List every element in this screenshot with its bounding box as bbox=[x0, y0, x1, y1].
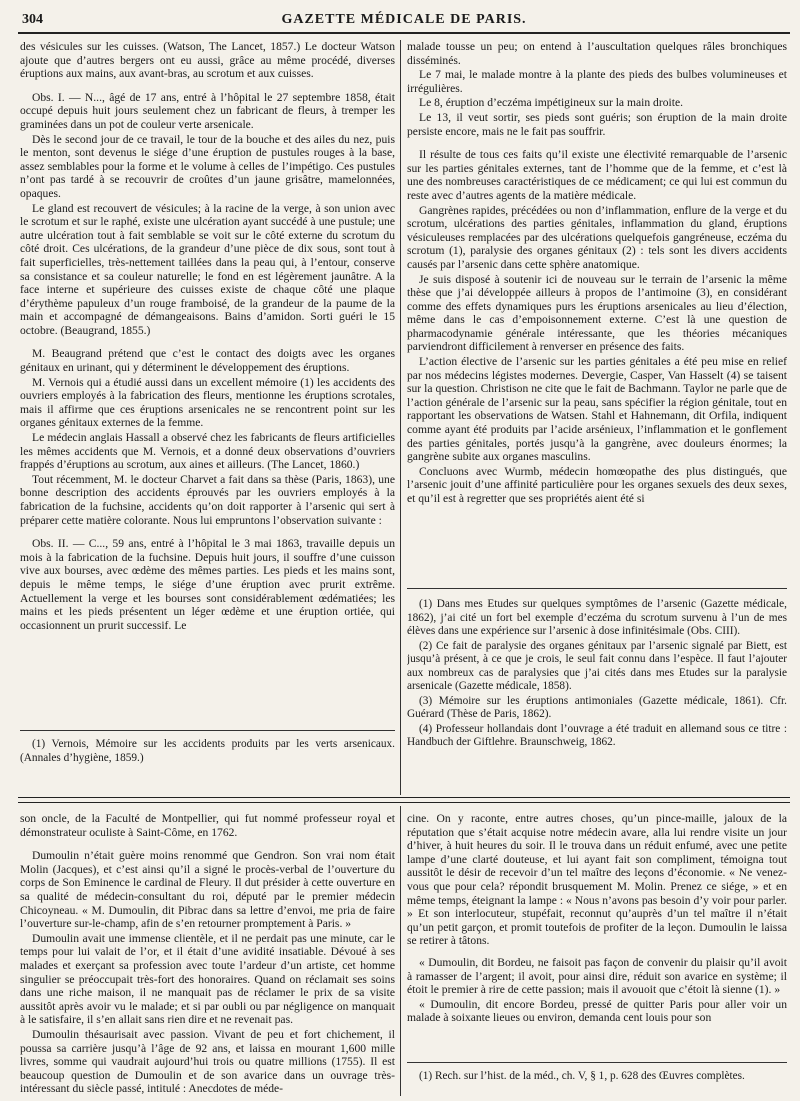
paragraph: Je suis disposé à soutenir ici de nouveau sur le terrain de l’arsenic la même thèse que j’ai développée ailleurs à propos de l’antimoine (3), en considérant comme des effets dynamiques purs les éruptions arsenicales au lieu d’élection, même dans le cas d’empoisonnement externe. C’est là une question de pharmacodynamie générale intéressante, que les théories mécaniques parviendront difficilement à renverser en présence des faits. bbox=[407, 272, 787, 354]
column-right-top bbox=[407, 40, 787, 580]
quote-paragraph: « Dumoulin, dit Bordeu, ne faisoit pas façon de convenir du plaisir qu’il avoit à ramasser de l’argent; il avoit, pour ainsi dire, réduit son avarice en système; il étoit le premier à rire de cette passion; mais il avouoit que c’étoit là sienne (1). » bbox=[407, 955, 787, 997]
footnote-divider bbox=[407, 588, 787, 589]
paragraph: malade tousse un peu; on entend à l’auscultation quelques râles bronchiques disséminés. bbox=[407, 40, 787, 67]
paragraph: M. Beaugrand prétend que c’est le contact des doigts avec les organes génitaux en urinant, qui y déterminent le développement des éruptions. bbox=[20, 347, 395, 375]
paragraph: L’action élective de l’arsenic sur les parties génitales a été peu mise en relief par nos médecins légistes modernes. Devergie, Casper, Van Hasselt (4) se taisent sur la question. Christison ne cite que le fait de Bachmann. Taylor ne parle que de l’action générale de l’arsenic sur la peau, sans spécifier la région génitale, tout en rapportant les observations de Watsen. Stahl et Hahnemann, dit Orfila, indiquent comme ayant été produits par l’acide arsénieux, l’inflammation et le gonflement des parties génitales, portés jusqu’à la gangrène, avec douleurs énormes; la gangrène subite aux organes masculins. bbox=[407, 355, 787, 464]
footnote: (4) Professeur hollandais dont l’ouvrage a été traduit en allemand sous ce titre : Handbuch der Giftlehre. Braunschweig, 1862. bbox=[407, 722, 787, 748]
paragraph: Dumoulin n’était guère moins renommé que Gendron. Son vrai nom était Molin (Jacques), et c’est ainsi qu’il a signé le procès-verbal de l’ouverture du corps de Son Eminence le cardinal de Fleury. Il dut présider à cette ouverture en sa qualité de médecin-consultant du roi, député par le premier médecin Chicoyneau. « M. Dumoulin, dit Pibrac dans sa lettre d’envoi, me pria de faire l’ouverture sur-le-champ, afin de s’en retourner promptement à Paris. » bbox=[20, 849, 395, 931]
paragraph: Le gland est recouvert de vésicules; à la racine de la verge, à son union avec le scrotum et sur le raphé, existe une ulcération ayant succédé à une pustule; une autre ulcération tout à fait semblable se voit sur le côté externe du scrotum du côté droit. Ces ulcérations, de la grandeur d’une pièce de dix sous, sont tout à fait superficielles, très-nettement taillées dans la peau qui, à l’entour, conserve sa consistance et sa couleur naturelle; le fond en est légèrement jaunâtre. A la face interne et supérieure des cuisses existe de chaque côté une plaque d’érythème papuleux d’un rouge framboisé, de la grandeur de la paume de la main et accompagné de démangeaisons. Bains d’amidon. Sorti guéri le 15 octobre. (Beaugrand, 1855.) bbox=[20, 201, 395, 337]
paragraph: Tout récemment, M. le docteur Charvet a fait dans sa thèse (Paris, 1863), une bonne description des accidents éprouvés par les ouvriers employés à la fabrication de la fuchsine, accidents qu’on doit rapporter à l’arsenic qui sert à préparer cette matière colorante. Nous lui empruntons l’observation suivante : bbox=[20, 472, 395, 527]
page-number: 304 bbox=[22, 12, 43, 27]
footnotes-right bbox=[407, 598, 787, 790]
paragraph: Concluons avec Wurmb, médecin homœopathe des plus distingués, que l’arsenic jouit d’une affinité particulière pour les organes sexuels des deux sexes, et qu’il est à regretter que ses propriétés aient été si bbox=[407, 464, 787, 505]
footnote-bottom bbox=[407, 1070, 787, 1100]
page-header bbox=[18, 10, 790, 34]
paragraph: Dumoulin avait une immense clientèle, et il ne perdait pas une minute, car le temps pour lui valait de l’or, et il était d’une avidité insatiable. Dévoué à ses malades et exerçant sa profession avec toute l’ardeur d’un artiste, cet homme singulier se préoccupait très-fort des honoraires. Quand on réclamait ses soins dans une riche maison, il ne manquait pas de réclamer le prix de sa visite aussitôt après avoir vu le malade; et si par oubli ou par négligence on manquait à le satisfaire, il s’en allait sans rien dire et ne revenait pas. bbox=[20, 931, 395, 1027]
quote-paragraph: « Dumoulin, dit encore Bordeu, pressé de quitter Paris pour aller voir un malade à soixante lieues ou environ, demanda cent louis pour son bbox=[407, 997, 787, 1025]
footnote: (1) Rech. sur l’hist. de la méd., ch. V, § 1, p. 628 des Œuvres complètes. bbox=[419, 1070, 745, 1082]
paragraph: Gangrènes rapides, précédées ou non d’inflammation, enflure de la verge et du scrotum, ulcérations des parties génitales, inflammation du gland, éruptions vésiculeuses remplacées par des ulcérations quelquefois gangréneuse, eczéma du scrotum (1), paralysie des organes génitaux (2) : tels sont les divers accidents causés par l’arsenic dans cette sphère anatomique. bbox=[407, 203, 787, 271]
footnote-divider bbox=[20, 730, 395, 731]
footnote: (2) Ce fait de paralysie des organes génitaux par l’arsenic signalé par Biett, est jusqu’à présent, à ce que je crois, le seul fait connu dans l’espèce. Il faut l’ajouter aux nombreux cas de paralysies que j’ai cités dans mes Etudes sur la paralysie arsenicale (Gazette médicale, 1858). bbox=[407, 639, 787, 692]
paragraph: Le 8, éruption d’eczéma impétigineux sur la main droite. bbox=[419, 96, 683, 110]
column-rule bbox=[400, 806, 401, 1096]
footnote-divider bbox=[407, 1062, 787, 1063]
paragraph: Il résulte de tous ces faits qu’il existe une électivité remarquable de l’arsenic sur les parties génitales externes, tant de l’homme que de la femme, et c’est là une des nombreuses caractéristiques de ce médicament; ce qui lui est commun du reste avec d’autres agents de la matière médicale. bbox=[407, 148, 787, 202]
column-rule bbox=[400, 40, 401, 795]
column-right-bottom bbox=[407, 812, 787, 1052]
column-left-bottom bbox=[20, 812, 395, 1097]
footnote-left bbox=[20, 738, 395, 788]
paragraph: des vésicules sur les cuisses. (Watson, The Lancet, 1857.) Le docteur Watson ajoute que d’autres bergers ont eu aussi, grâce au même procédé, diverses éruptions aux mains, aux avant-bras, au scrotum et aux cuisses. bbox=[20, 40, 395, 81]
paragraph: Le 7 mai, le malade montre à la plante des pieds des bulbes volumineuses et irrégulières. bbox=[407, 68, 787, 95]
paragraph: Dumoulin thésaurisait avec passion. Vivant de peu et fort chichement, il poussa sa carrière jusqu’à l’âge de 92 ans, et laissa en mourant 1,600 mille livres, somme qui vaudrait aujourd’hui trois ou quatre millions (1755). Il est beaucoup question de Dumoulin et de son avarice dans un ouvrage très-intéressant du siècle passé, intitulé : Anecdotes de méde- bbox=[20, 1027, 395, 1096]
footnote: (1) Dans mes Etudes sur quelques symptômes de l’arsenic (Gazette médicale, 1862), j’ai cité un fort bel exemple d’eczéma du scrotum survenu à l’un de mes élèves dans une expérience sur l’arsenic à dose infinitésimale (Obs. CIII). bbox=[407, 598, 787, 637]
paragraph: Dès le second jour de ce travail, le tour de la bouche et des ailes du nez, puis le menton, sont devenus le siége d’une éruption de pustules rouges à la base, assez semblables pour la forme et le volume à celles de l’impétigo. Ces pustules n’ont pas tardé à se recouvrir de croûtes d’un jaune grisâtre, mamelonnées, opaques. bbox=[20, 132, 395, 200]
column-left-top bbox=[20, 40, 395, 705]
footnote: (1) Vernois, Mémoire sur les accidents produits par les verts arsenicaux. (Annales d’hygiène, 1859.) bbox=[20, 738, 395, 764]
section-divider bbox=[18, 797, 790, 803]
observation-paragraph: Obs. II. — C..., 59 ans, entré à l’hôpital le 3 mai 1863, travaille depuis un mois à la fabrication de la fuchsine. Depuis huit jours, il souffre d’une cuisson vive aux bourses, avec œdème des mêmes parties. Les pieds et les mains sont, depuis le même temps, le siége d’une éruption avec prurit extrême. Actuellement la verge et les bourses sont considérablement œdématiées; les mains et les pieds présentent un léger œdème et une éruption ortiée, qui occasionnent un prurit successif. Le bbox=[20, 537, 395, 632]
paragraph: M. Vernois qui a étudié aussi dans un excellent mémoire (1) les accidents des ouvriers employés à la fabrication des fleurs, mentionne les éruptions scrotales, mais il affirme que ces éruptions arsenicales ne se rencontrent point sur les organes génitaux externes de la femme. bbox=[20, 375, 395, 430]
observation-paragraph: Obs. I. — N..., âgé de 17 ans, entré à l’hôpital le 27 septembre 1858, était occupé depuis huit jours seulement chez un fabricant de fleurs, à tremper les graminées dans un pot de couleur verte arsenicale. bbox=[20, 90, 395, 131]
paragraph: cine. On y raconte, entre autres choses, qu’un pince-maille, jaloux de la réputation que s’était acquise notre médecin avare, alla lui rendre visite un jour d’hiver, à huit heures du soir. Il le trouva dans un réduit enfumé, avec une petite lampe d’une clarté douteuse, et lui ayant fait son compliment, témoigna tout aussitôt le désir de recevoir d’un tel maître des leçons d’économie. « Ne venez-vous que pour cela? répondit brusquement M. Molin. Prenez ce siége, » et en même temps, éteignant la lampe : « Nous n’avons pas besoin d’y voir pour parler. » Et son interlocuteur, stupéfait, reconnut qu’auprès d’un tel maître il n’était qu’un petit garçon, et promit toutefois de profiter de la leçon. Dumoulin le laissa se retirer à tâtons. bbox=[407, 812, 787, 948]
footnote: (3) Mémoire sur les éruptions antimoniales (Gazette médicale, 1861). Cfr. Guérard (Thèse de Paris, 1862). bbox=[407, 694, 787, 720]
paragraph: Le médecin anglais Hassall a observé chez les fabricants de fleurs artificielles les mêmes accidents que M. Vernois, et a donné deux observations d’ouvriers frappés d’éruptions au scrotum, aux aines et ailleurs. (The Lancet, 1860.) bbox=[20, 431, 395, 472]
paragraph: son oncle, de la Faculté de Montpellier, qui fut nommé professeur royal et démonstrateur oculiste à Saint-Côme, en 1762. bbox=[20, 812, 395, 839]
paragraph: Le 13, il veut sortir, ses pieds sont guéris; son éruption de la main droite persiste encore, mais ne le fait pas souffrir. bbox=[407, 110, 787, 138]
running-title: GAZETTE MÉDICALE DE PARIS. bbox=[281, 12, 527, 27]
